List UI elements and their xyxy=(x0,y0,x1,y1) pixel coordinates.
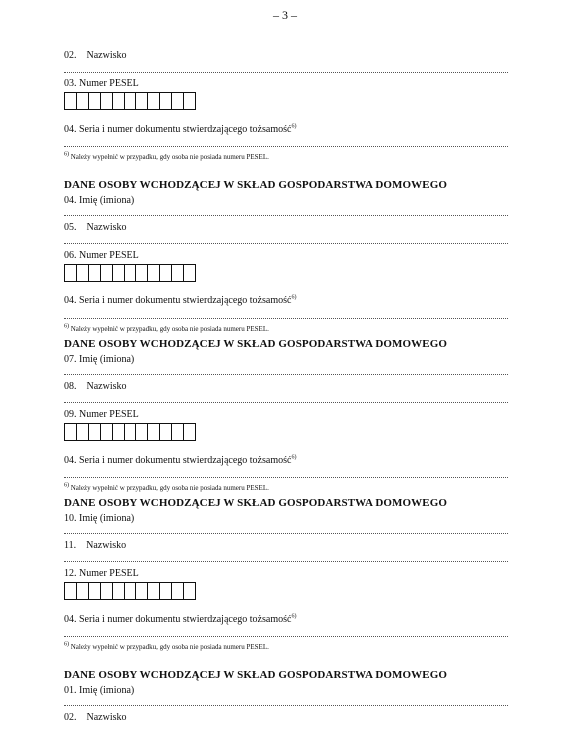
surname-field[interactable] xyxy=(64,243,508,244)
pesel-label: 03. Numer PESEL xyxy=(64,78,139,89)
pesel-digit-cell[interactable] xyxy=(113,583,125,599)
surname-label: 08. Nazwisko xyxy=(64,381,127,392)
pesel-digit-cell[interactable] xyxy=(77,265,89,281)
pesel-digit-cell[interactable] xyxy=(136,583,148,599)
document-number-label: 04. Seria i numer dokumentu stwierdzającego tożsamość$^{6)}$ xyxy=(64,294,297,306)
pesel-digit-cell[interactable] xyxy=(89,265,101,281)
pesel-digit-cell[interactable] xyxy=(136,424,148,440)
pesel-digit-cell[interactable] xyxy=(136,93,148,109)
footnote: $^{6)}$ Należy wypełnić w przypadku, gdy osoba nie posiada numeru PESEL. xyxy=(64,151,269,161)
surname-label: 02. Nazwisko xyxy=(64,50,127,61)
pesel-label: 12. Numer PESEL xyxy=(64,568,139,579)
pesel-label: 09. Numer PESEL xyxy=(64,409,139,420)
document-number-field[interactable] xyxy=(64,636,508,637)
pesel-digit-cell[interactable] xyxy=(184,424,195,440)
document-number-label: 04. Seria i numer dokumentu stwierdzającego tożsamość$^{6)}$ xyxy=(64,613,297,625)
pesel-digit-cell[interactable] xyxy=(148,583,160,599)
footnote: $^{6)}$ Należy wypełnić w przypadku, gdy osoba nie posiada numeru PESEL. xyxy=(64,641,269,651)
pesel-digit-cell[interactable] xyxy=(101,424,113,440)
pesel-digit-cell[interactable] xyxy=(172,265,184,281)
section-heading: DANE OSOBY WCHODZĄCEJ W SKŁAD GOSPODARSTWA DOMOWEGO xyxy=(64,497,448,509)
firstname-field[interactable] xyxy=(64,533,508,534)
pesel-digit-cell[interactable] xyxy=(113,265,125,281)
pesel-digit-cell[interactable] xyxy=(101,93,113,109)
section-heading: DANE OSOBY WCHODZĄCEJ W SKŁAD GOSPODARSTWA DOMOWEGO xyxy=(64,669,448,681)
pesel-digit-cell[interactable] xyxy=(101,583,113,599)
pesel-digit-cell[interactable] xyxy=(160,265,172,281)
footnote: $^{6)}$ Należy wypełnić w przypadku, gdy osoba nie posiada numeru PESEL. xyxy=(64,323,269,333)
pesel-digit-cell[interactable] xyxy=(184,93,195,109)
pesel-digit-cell[interactable] xyxy=(65,93,77,109)
pesel-digit-cell[interactable] xyxy=(136,265,148,281)
document-number-label: 04. Seria i numer dokumentu stwierdzającego tożsamość$^{6)}$ xyxy=(64,454,297,466)
pesel-digit-cell[interactable] xyxy=(65,265,77,281)
pesel-digit-cell[interactable] xyxy=(184,265,195,281)
pesel-grid[interactable] xyxy=(64,92,196,110)
pesel-grid[interactable] xyxy=(64,582,196,600)
surname-label: 11. Nazwisko xyxy=(64,540,127,551)
pesel-digit-cell[interactable] xyxy=(77,424,89,440)
pesel-digit-cell[interactable] xyxy=(125,583,137,599)
firstname-label: 04. Imię (imiona) xyxy=(64,195,135,206)
pesel-digit-cell[interactable] xyxy=(77,93,89,109)
surname-field[interactable] xyxy=(64,561,508,562)
pesel-digit-cell[interactable] xyxy=(77,583,89,599)
pesel-digit-cell[interactable] xyxy=(89,424,101,440)
pesel-grid[interactable] xyxy=(64,423,196,441)
pesel-grid[interactable] xyxy=(64,264,196,282)
section-heading: DANE OSOBY WCHODZĄCEJ W SKŁAD GOSPODARSTWA DOMOWEGO xyxy=(64,338,448,350)
surname-field[interactable] xyxy=(64,402,508,403)
pesel-label: 06. Numer PESEL xyxy=(64,250,139,261)
pesel-digit-cell[interactable] xyxy=(113,424,125,440)
surname-field[interactable] xyxy=(64,72,508,73)
pesel-digit-cell[interactable] xyxy=(148,265,160,281)
pesel-digit-cell[interactable] xyxy=(184,583,195,599)
pesel-digit-cell[interactable] xyxy=(113,93,125,109)
document-number-field[interactable] xyxy=(64,318,508,319)
surname-label: 05. Nazwisko xyxy=(64,222,127,233)
document-number-field[interactable] xyxy=(64,146,508,147)
pesel-digit-cell[interactable] xyxy=(125,93,137,109)
pesel-digit-cell[interactable] xyxy=(148,93,160,109)
pesel-digit-cell[interactable] xyxy=(65,583,77,599)
section-heading: DANE OSOBY WCHODZĄCEJ W SKŁAD GOSPODARSTWA DOMOWEGO xyxy=(64,179,448,191)
firstname-label: 01. Imię (imiona) xyxy=(64,685,135,696)
pesel-digit-cell[interactable] xyxy=(172,424,184,440)
pesel-digit-cell[interactable] xyxy=(172,583,184,599)
pesel-digit-cell[interactable] xyxy=(101,265,113,281)
pesel-digit-cell[interactable] xyxy=(148,424,160,440)
firstname-label: 10. Imię (imiona) xyxy=(64,513,135,524)
pesel-digit-cell[interactable] xyxy=(160,583,172,599)
page-number: – 3 – xyxy=(273,8,297,22)
pesel-digit-cell[interactable] xyxy=(125,424,137,440)
firstname-label: 07. Imię (imiona) xyxy=(64,354,135,365)
pesel-digit-cell[interactable] xyxy=(172,93,184,109)
firstname-field[interactable] xyxy=(64,215,508,216)
surname-label: 02. Nazwisko xyxy=(64,712,127,723)
document-number-field[interactable] xyxy=(64,477,508,478)
pesel-digit-cell[interactable] xyxy=(160,93,172,109)
pesel-digit-cell[interactable] xyxy=(89,583,101,599)
firstname-field[interactable] xyxy=(64,705,508,706)
firstname-field[interactable] xyxy=(64,374,508,375)
document-number-label: 04. Seria i numer dokumentu stwierdzającego tożsamość$^{6)}$ xyxy=(64,123,297,135)
pesel-digit-cell[interactable] xyxy=(89,93,101,109)
pesel-digit-cell[interactable] xyxy=(65,424,77,440)
pesel-digit-cell[interactable] xyxy=(125,265,137,281)
footnote: $^{6)}$ Należy wypełnić w przypadku, gdy osoba nie posiada numeru PESEL. xyxy=(64,482,269,492)
pesel-digit-cell[interactable] xyxy=(160,424,172,440)
